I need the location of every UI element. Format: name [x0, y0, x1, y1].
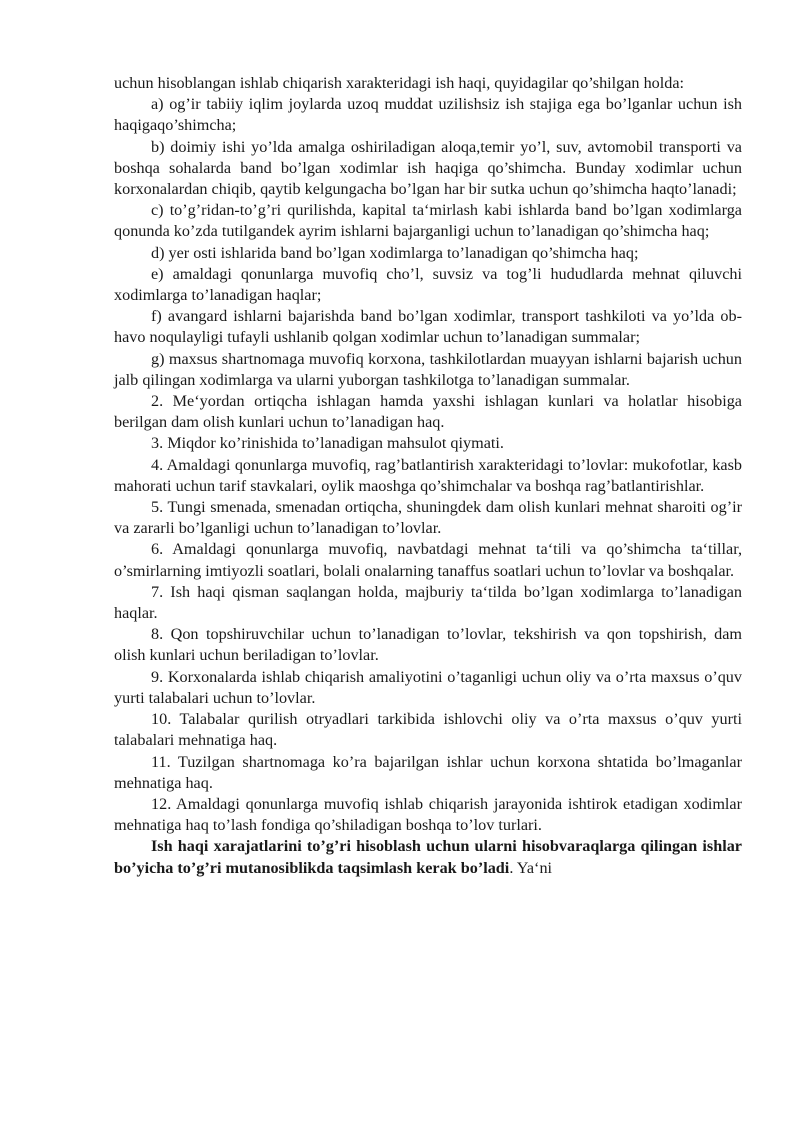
bold-statement: Ish haqi xarajatlarini to’g’ri hisoblash uchun ularni hisobvaraqlarga qilingan ishlar bo’yicha to’g’ri mutanosiblikda taqsimlash kerak bo’ladi: [114, 837, 742, 877]
numbered-item: 9. Korxonalarda ishlab chiqarish amaliyotini o’taganligi uchun oliy va o’rta maxsus o’quv yurti talabalari uchun to’lovlar.: [114, 667, 742, 707]
final-paragraph: [114, 836, 742, 878]
numbered-item: 2. Me‘yordan ortiqcha ishlagan hamda yaxshi ishlagan kunlari va holatlar hisobiga berilgan dam olish kunlari uchun to’lanadigan haq.: [114, 392, 742, 432]
paragraph: uchun hisoblangan ishlab chiqarish xarakteridagi ish haqi, quyidagilar qo’shilgan holda:: [114, 74, 685, 92]
document-page: [114, 73, 742, 879]
list-item: f) avangard ishlarni bajarishda band bo’lgan xodimlar, transport tashkiloti va yo’lda ob-havo noqulayligi tufayli ushlanib qolgan xodimlar uchun to’lanadigan summalar;: [114, 307, 742, 347]
numbered-item: 10. Talabalar qurilish otryadlari tarkibida ishlovchi oliy va o’rta maxsus o’quv yurti talabalari mehnatiga haq.: [114, 710, 742, 750]
numbered-item: 4. Amaldagi qonunlarga muvofiq, rag’batlantirish xarakteridagi to’lovlar: mukofotlar, kasb mahorati uchun tarif stavkalari, oylik maoshga qo’shimchalar va boshqa rag’batlantirishlar.: [114, 455, 742, 495]
numbered-item: 12. Amaldagi qonunlarga muvofiq ishlab chiqarish jarayonida ishtirok etadigan xodimlar mehnatiga haq to’lash fondiga qo’shiladigan boshqa to’lov turlari.: [114, 794, 742, 835]
list-item: a) og’ir tabiiy iqlim joylarda uzoq muddat uzilishsiz ish stajiga ega bo’lganlar uchun ish haqigaqo’shimcha;: [114, 95, 742, 135]
paragraph-continuation: . Ya‘ni: [509, 858, 553, 877]
numbered-item: 7. Ish haqi qisman saqlangan holda, majburiy ta‘tilda bo’lgan xodimlarga to’lanadigan haqlar.: [114, 582, 742, 623]
numbered-item: 5. Tungi smenada, smenadan ortiqcha, shuningdek dam olish kunlari mehnat sharoiti og’ir va zararli bo’lganligi uchun to’lanadigan to’lovlar.: [114, 498, 742, 538]
numbered-item: 11. Tuzilgan shartnomaga ko’ra bajarilgan ishlar uchun korxona shtatida bo’lmaganlar mehnatiga haq.: [114, 752, 742, 792]
list-item: g) maxsus shartnomaga muvofiq korxona, tashkilotlardan muayyan ishlarni bajarish uchun jalb qilingan xodimlarga va ularni yuborgan tashkilotga to’lanadigan summalar.: [114, 349, 742, 389]
numbered-item: 6. Amaldagi qonunlarga muvofiq, navbatdagi mehnat ta‘tili va qo’shimcha ta‘tillar, o’smirlarning imtiyozli soatlari, bolali onalarning tanaffus soatlari uchun to’lovlar va boshqalar.: [114, 540, 742, 580]
numbered-item: 3. Miqdor ko’rinishida to’lanadigan mahsulot qiymati.: [151, 434, 504, 453]
list-item: b) doimiy ishi yo’lda amalga oshiriladigan aloqa,temir yo’l, suv, avtomobil transporti va boshqa sohalarda band bo’lgan xodimlar ish haqiga qo’shimcha. Bunday xodimlar uchun korxonalardan chiqib, qaytib kelgungacha bo’lgan har bir sutka uchun qo’shimcha haqto’lanadi;: [114, 137, 742, 199]
list-item: c) to’g’ridan-to’g’ri qurilishda, kapital ta‘mirlash kabi ishlarda band bo’lgan xodimlarga qonunda ko’zda tutilgandek ayrim ishlarni bajarganligi uchun to’lanadigan qo’shimcha haq;: [114, 201, 742, 241]
list-item: d) yer osti ishlarida band bo’lgan xodimlarga to’lanadigan qo’shimcha haq;: [151, 243, 639, 262]
list-item: e) amaldagi qonunlarga muvofiq cho’l, suvsiz va tog’li hududlarda mehnat qiluvchi xodimlarga to’lanadigan haqlar;: [114, 264, 742, 305]
numbered-item: 8. Qon topshiruvchilar uchun to’lanadigan to’lovlar, tekshirish va qon topshirish, dam olish kunlari uchun beriladigan to’lovlar.: [114, 625, 742, 665]
